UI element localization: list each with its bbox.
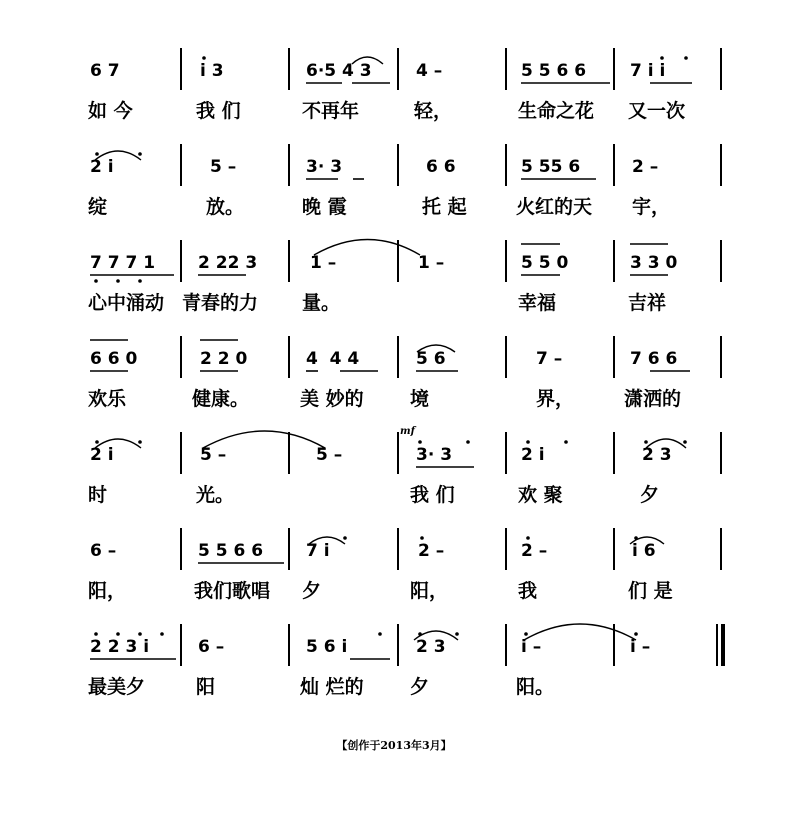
- measure-notes: 1 –: [310, 253, 337, 273]
- lyric-text: 欢乐: [88, 388, 127, 410]
- measure-notes: 2 3: [642, 445, 672, 465]
- lyric-text: 阳，: [410, 580, 449, 602]
- lyric-text: 宇，: [632, 196, 671, 218]
- lyric-text: 晚 霞: [302, 196, 347, 218]
- barline: [505, 48, 507, 90]
- lyric-text: 如 今: [88, 100, 133, 122]
- measure-notes: 7 –: [536, 349, 563, 369]
- measure-notes: 7 7 7 1: [90, 253, 156, 273]
- measure-notes: 6 7: [90, 61, 120, 81]
- measure-notes: 6 –: [198, 637, 225, 657]
- barline: [505, 240, 507, 282]
- barline: [180, 336, 182, 378]
- barline: [180, 432, 182, 474]
- measure-notes: 3· 3: [306, 157, 343, 177]
- measure-notes: 2 i: [521, 445, 545, 465]
- barline: [397, 624, 399, 666]
- barline: [720, 240, 722, 282]
- measure-notes: 6·5 4 3: [306, 61, 372, 81]
- barline: [180, 624, 182, 666]
- lyric-text: 我 们: [410, 484, 455, 506]
- measure-notes: 2 –: [418, 541, 445, 561]
- barline: [180, 48, 182, 90]
- final-barline-thin: [716, 624, 718, 666]
- measure-notes: 2 22 3: [198, 253, 258, 273]
- barline: [288, 432, 290, 474]
- lyric-text: 欢 聚: [518, 484, 563, 506]
- barline: [505, 528, 507, 570]
- lyric-text: 又一次: [628, 100, 686, 122]
- measure-notes: 2 2 3 i: [90, 637, 150, 657]
- measure-notes: 5 –: [210, 157, 237, 177]
- measure-notes: 5 –: [200, 445, 227, 465]
- measure-notes: 5 5 0: [521, 253, 569, 273]
- measure-notes: 5 6 i: [306, 637, 348, 657]
- lyric-text: 托 起: [422, 196, 467, 218]
- barline: [288, 624, 290, 666]
- measure-notes: 3· 3: [416, 445, 453, 465]
- measure-notes: 2 2 0: [200, 349, 248, 369]
- barline: [505, 336, 507, 378]
- lyric-text: 阳: [196, 676, 216, 698]
- measure-notes: i 3: [200, 61, 224, 81]
- lyric-text: 心中涌动: [88, 292, 165, 314]
- barline: [613, 432, 615, 474]
- measure-notes: i 6: [632, 541, 656, 561]
- barline: [288, 240, 290, 282]
- measure-notes: 2 –: [632, 157, 659, 177]
- final-barline-thick: [721, 624, 725, 666]
- barline: [613, 240, 615, 282]
- lyric-text: 美 妙的: [300, 388, 364, 410]
- lyric-text: 们 是: [628, 580, 673, 602]
- barline: [505, 144, 507, 186]
- lyric-text: 我: [518, 580, 538, 602]
- lyric-text: 时: [88, 484, 108, 506]
- measure-notes: 7 6 6: [630, 349, 678, 369]
- measure-notes: 5 –: [316, 445, 343, 465]
- measure-notes: 5 5 6 6: [521, 61, 587, 81]
- measure-notes: 2 i: [90, 157, 114, 177]
- barline: [613, 528, 615, 570]
- barline: [720, 528, 722, 570]
- barline: [288, 144, 290, 186]
- lyric-text: 夕: [410, 676, 430, 698]
- lyric-text: 阳。: [516, 676, 555, 698]
- lyric-text: 我们歌唱: [194, 580, 271, 602]
- score-row-2: [0, 152, 788, 248]
- dynamic-mark-mf: mf: [400, 426, 415, 437]
- barline: [397, 48, 399, 90]
- barline: [505, 432, 507, 474]
- lyric-text: 夕: [302, 580, 322, 602]
- lyric-text: 火红的天: [516, 196, 593, 218]
- lyric-text: 灿 烂的: [300, 676, 364, 698]
- measure-notes: 6 6: [426, 157, 456, 177]
- score-row-5: [0, 426, 788, 536]
- barline: [613, 624, 615, 666]
- barline: [613, 336, 615, 378]
- lyric-text: 界，: [536, 388, 575, 410]
- lyric-text: 我 们: [196, 100, 241, 122]
- measure-notes: 5 6: [416, 349, 446, 369]
- barline: [180, 240, 182, 282]
- barline: [613, 48, 615, 90]
- score-row-3: [0, 248, 788, 344]
- score-row-6: [0, 536, 788, 632]
- barline: [397, 144, 399, 186]
- barline: [288, 48, 290, 90]
- lyric-text: 健康。: [192, 388, 250, 410]
- barline: [397, 336, 399, 378]
- lyric-text: 绽: [88, 196, 108, 218]
- barline: [288, 336, 290, 378]
- lyric-text: 不再年: [302, 100, 360, 122]
- lyric-text: 生命之花: [518, 100, 595, 122]
- measure-notes: 7 i i: [630, 61, 666, 81]
- measure-notes: i –: [630, 637, 651, 657]
- measure-notes: 7 i: [306, 541, 330, 561]
- lyric-text: 青春的力: [182, 292, 259, 314]
- measure-notes: 6 –: [90, 541, 117, 561]
- measure-notes: 5 55 6: [521, 157, 581, 177]
- measure-notes: 5 5 6 6: [198, 541, 264, 561]
- measure-notes: 2 i: [90, 445, 114, 465]
- measure-notes: 4 –: [416, 61, 443, 81]
- barline: [720, 336, 722, 378]
- lyric-text: 轻，: [414, 100, 453, 122]
- lyric-text: 光。: [196, 484, 235, 506]
- barline: [397, 432, 399, 474]
- barline: [505, 624, 507, 666]
- measure-notes: 2 –: [521, 541, 548, 561]
- lyric-text: 最美夕: [88, 676, 146, 698]
- lyric-text: 量。: [302, 292, 341, 314]
- measure-notes: 2 3: [416, 637, 446, 657]
- barline: [397, 240, 399, 282]
- barline: [288, 528, 290, 570]
- barline: [720, 144, 722, 186]
- score-row-7: [0, 632, 788, 728]
- composition-date-note: 【创作于2013年3月】: [336, 739, 452, 752]
- barline: [720, 48, 722, 90]
- lyric-text: 吉祥: [628, 292, 667, 314]
- barline: [720, 432, 722, 474]
- lyric-text: 夕: [640, 484, 660, 506]
- measure-notes: 3 3 0: [630, 253, 678, 273]
- measure-notes: 6 6 0: [90, 349, 138, 369]
- barline: [180, 528, 182, 570]
- barline: [613, 144, 615, 186]
- barline: [397, 528, 399, 570]
- lyric-text: 潇洒的: [624, 388, 682, 410]
- score-row-1: [0, 56, 788, 152]
- lyric-text: 境: [410, 388, 430, 410]
- measure-notes: i –: [521, 637, 542, 657]
- lyric-text: 幸福: [518, 292, 557, 314]
- lyric-text: 放。: [206, 196, 245, 218]
- lyric-text: 阳，: [88, 580, 127, 602]
- measure-notes: 4 4 4: [306, 349, 360, 369]
- barline: [180, 144, 182, 186]
- measure-notes: 1 –: [418, 253, 445, 273]
- score-row-4: [0, 344, 788, 440]
